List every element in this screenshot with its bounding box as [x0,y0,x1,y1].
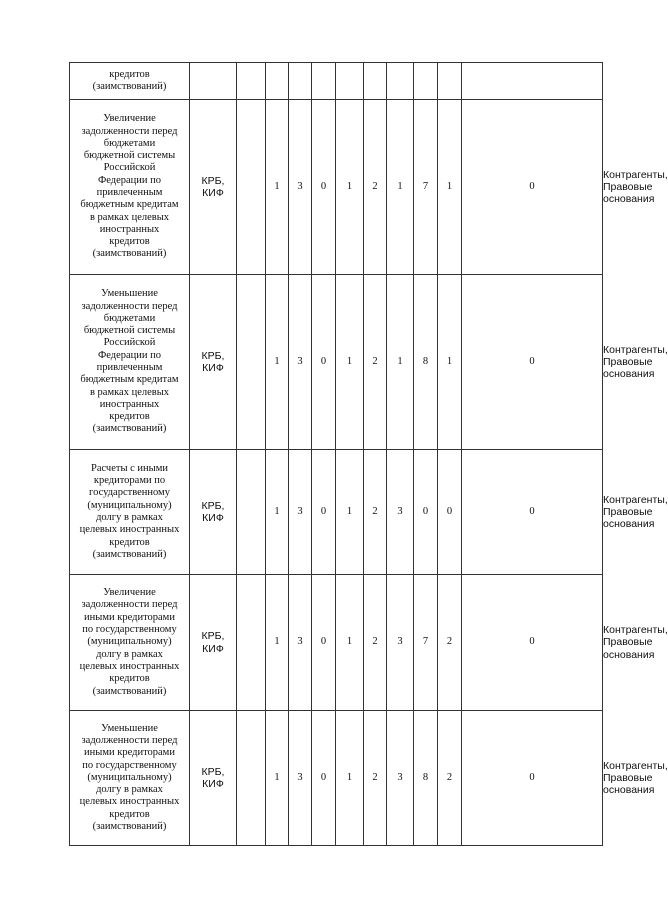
account-digit-cell [289,63,312,100]
account-name-line: долгу в рамках [96,784,163,796]
account-digit-cell: 0 [312,575,336,711]
account-digit-cell: 3 [289,275,312,450]
empty-cell [237,63,266,100]
account-digit-cell: 1 [336,450,364,575]
empty-cell [237,450,266,575]
account-name-line: по государственному [82,759,177,771]
account-name-line: Федерации по [97,349,162,361]
account-digit-cell: 1 [266,275,289,450]
account-name-line: Российской [103,162,156,174]
account-digit-cell: 2 [438,711,462,846]
account-type-cell [190,63,237,100]
account-name-line: задолженности перед [81,599,178,611]
account-digit-cell: 1 [266,575,289,711]
account-name-line: целевых иностранных [79,524,180,536]
account-name-line: задолженности перед [81,734,178,746]
account-digit-cell: 2 [364,450,387,575]
account-name-line: (муниципальному) [87,636,172,648]
account-digit-cell: 1 [266,450,289,575]
account-digit-cell: 2 [364,100,387,275]
account-digit-cell [364,63,387,100]
account-digit-cell: 1 [387,275,414,450]
account-type-cell: КРБ, КИФ [190,100,237,275]
account-digit-cell: 3 [289,450,312,575]
account-digit-cell: 2 [364,575,387,711]
account-name-line: задолженности перед [81,300,178,312]
account-digit-cell [312,63,336,100]
account-digit-cell: 0 [462,450,603,575]
account-digit-cell: 2 [438,575,462,711]
account-digit-cell: 1 [438,100,462,275]
account-name-line: Уменьшение [101,722,158,734]
account-digit-cell: 0 [312,450,336,575]
account-name-line: (заимствований) [92,248,167,260]
account-name-line: целевых иностранных [79,796,180,808]
account-digit-cell: 0 [438,450,462,575]
account-name-cell [70,575,190,711]
account-digit-cell: 3 [289,711,312,846]
account-name-line: (муниципальному) [87,771,172,783]
account-name-line: бюджетным кредитам [80,199,179,211]
account-name-line: в рамках целевых [89,386,170,398]
account-digit-cell: 3 [387,575,414,711]
account-digit-cell: 0 [312,711,336,846]
account-name-line: Федерации по [97,174,162,186]
account-digit-cell: 0 [462,575,603,711]
account-digit-cell: 0 [462,100,603,275]
account-digit-cell: 0 [312,275,336,450]
empty-cell [237,100,266,275]
account-digit-cell: 3 [289,100,312,275]
account-name-line: (заимствований) [92,685,167,697]
account-digit-cell: 1 [438,275,462,450]
account-name-cell [70,100,190,275]
table-row: Уменьшение задолженности перед иными кредиторами по государственному (муниципальному) долгу в рамках целевых иностранных кредитов (заимствований) КРБ, КИФ 1 3 0 1 2 3 8 2 0 Контрагенты, Правовые основания [70,711,603,846]
account-digit-cell: 0 [414,450,438,575]
account-digit-cell [438,63,462,100]
account-name-line: привлеченным [96,362,163,373]
account-digit-cell: 3 [387,711,414,846]
account-name-cell [70,711,190,846]
account-name-line: бюджетами [103,137,156,149]
account-digit-cell [387,63,414,100]
account-type-cell: КРБ, КИФ [190,575,237,711]
account-name-line: в рамках целевых [89,211,170,223]
empty-cell [237,711,266,846]
account-name-line: Уменьшение [101,288,158,300]
account-name-line: (заимствований) [92,81,167,92]
account-name-line: долгу в рамках [96,512,163,523]
account-digit-cell [266,63,289,100]
account-name-line: кредиторами по [93,475,166,487]
account-name-line: бюджетной системы [83,325,176,337]
account-name-line: иностранных [99,398,160,410]
account-name-line: кредитов [109,536,150,548]
accounts-table [69,62,668,846]
account-name-line: по государственному [82,624,177,636]
account-digit-cell: 1 [336,575,364,711]
account-name-line: иностранных [99,223,160,235]
account-name-line: кредитов [109,673,150,685]
account-name-line: государственному [89,487,170,499]
account-digit-cell: 0 [312,100,336,275]
account-digit-cell: 2 [364,711,387,846]
account-digit-cell [414,63,438,100]
empty-cell [237,275,266,450]
account-type-cell: КРБ, КИФ [190,450,237,575]
account-type-cell: КРБ, КИФ [190,711,237,846]
account-digit-cell: 3 [387,450,414,575]
account-digit-cell: 8 [414,275,438,450]
account-name-line: кредитов [109,236,150,248]
account-digit-cell: 1 [336,100,364,275]
account-name-line: (заимствований) [92,821,167,833]
account-digit-cell [462,63,603,100]
account-digit-cell: 0 [462,275,603,450]
account-name-line: задолженности перед [81,125,178,137]
account-name-line: (заимствований) [92,548,167,560]
account-name-line: привлеченным [96,187,163,198]
account-digit-cell: 7 [414,100,438,275]
table-body [70,63,668,846]
empty-cell [237,575,266,711]
account-name-line: кредитов [109,68,150,80]
account-name-line: (муниципальному) [87,499,172,511]
account-name-line: (заимствований) [92,423,167,435]
account-type-cell: КРБ, КИФ [190,275,237,450]
account-name-line: бюджетной системы [83,150,176,162]
account-name-line: кредитов [109,808,150,820]
account-name-line: Увеличение [103,587,156,599]
account-digit-cell: 8 [414,711,438,846]
account-name-cell [70,450,190,575]
table-row [70,63,603,100]
account-name-line: кредитов [109,411,150,423]
account-digit-cell: 1 [336,711,364,846]
table-row: Расчеты с иными кредиторами по государственному (муниципальному) долгу в рамках целевых иностранных кредитов (заимствований) КРБ, КИФ 1 3 0 1 2 3 0 0 0 Контрагенты, Правовые основания [70,450,603,575]
account-digit-cell [336,63,364,100]
account-digit-cell: 1 [336,275,364,450]
account-name-line: долгу в рамках [96,648,163,660]
account-digit-cell: 1 [266,100,289,275]
account-digit-cell: 7 [414,575,438,711]
account-digit-cell: 1 [387,100,414,275]
account-digit-cell: 0 [462,711,603,846]
table-row: Увеличение задолженности перед бюджетами бюджетной системы Российской Федерации по привлеченным бюджетным кредитам в рамках целевых иностранных кредитов (заимствований) КРБ, КИФ 1 3 0 1 2 1 7 1 0 Контрагенты, Правовые основания [70,100,603,275]
account-name-line: Расчеты с иными [90,462,168,474]
account-digit-cell: 1 [266,711,289,846]
account-digit-cell: 2 [364,275,387,450]
account-name-line: целевых иностранных [79,660,180,672]
account-name-line: иными кредиторами [84,747,175,759]
account-name-line: Увеличение [103,113,156,125]
account-name-line: Российской [103,337,156,349]
account-name-cell [70,63,190,100]
account-digit-cell: 3 [289,575,312,711]
account-name-line: бюджетами [103,312,156,324]
table-row: Увеличение задолженности перед иными кредиторами по государственному (муниципальному) долгу в рамках целевых иностранных кредитов (заимствований) КРБ, КИФ 1 3 0 1 2 3 7 2 0 Контрагенты, Правовые основания [70,575,603,711]
account-name-line: бюджетным кредитам [80,374,179,386]
account-name-line: иными кредиторами [84,611,175,623]
table-row: Уменьшение задолженности перед бюджетами бюджетной системы Российской Федерации по привлеченным бюджетным кредитам в рамках целевых иностранных кредитов (заимствований) КРБ, КИФ 1 3 0 1 2 1 8 1 0 Контрагенты, Правовые основания [70,275,603,450]
account-name-cell [70,275,190,450]
